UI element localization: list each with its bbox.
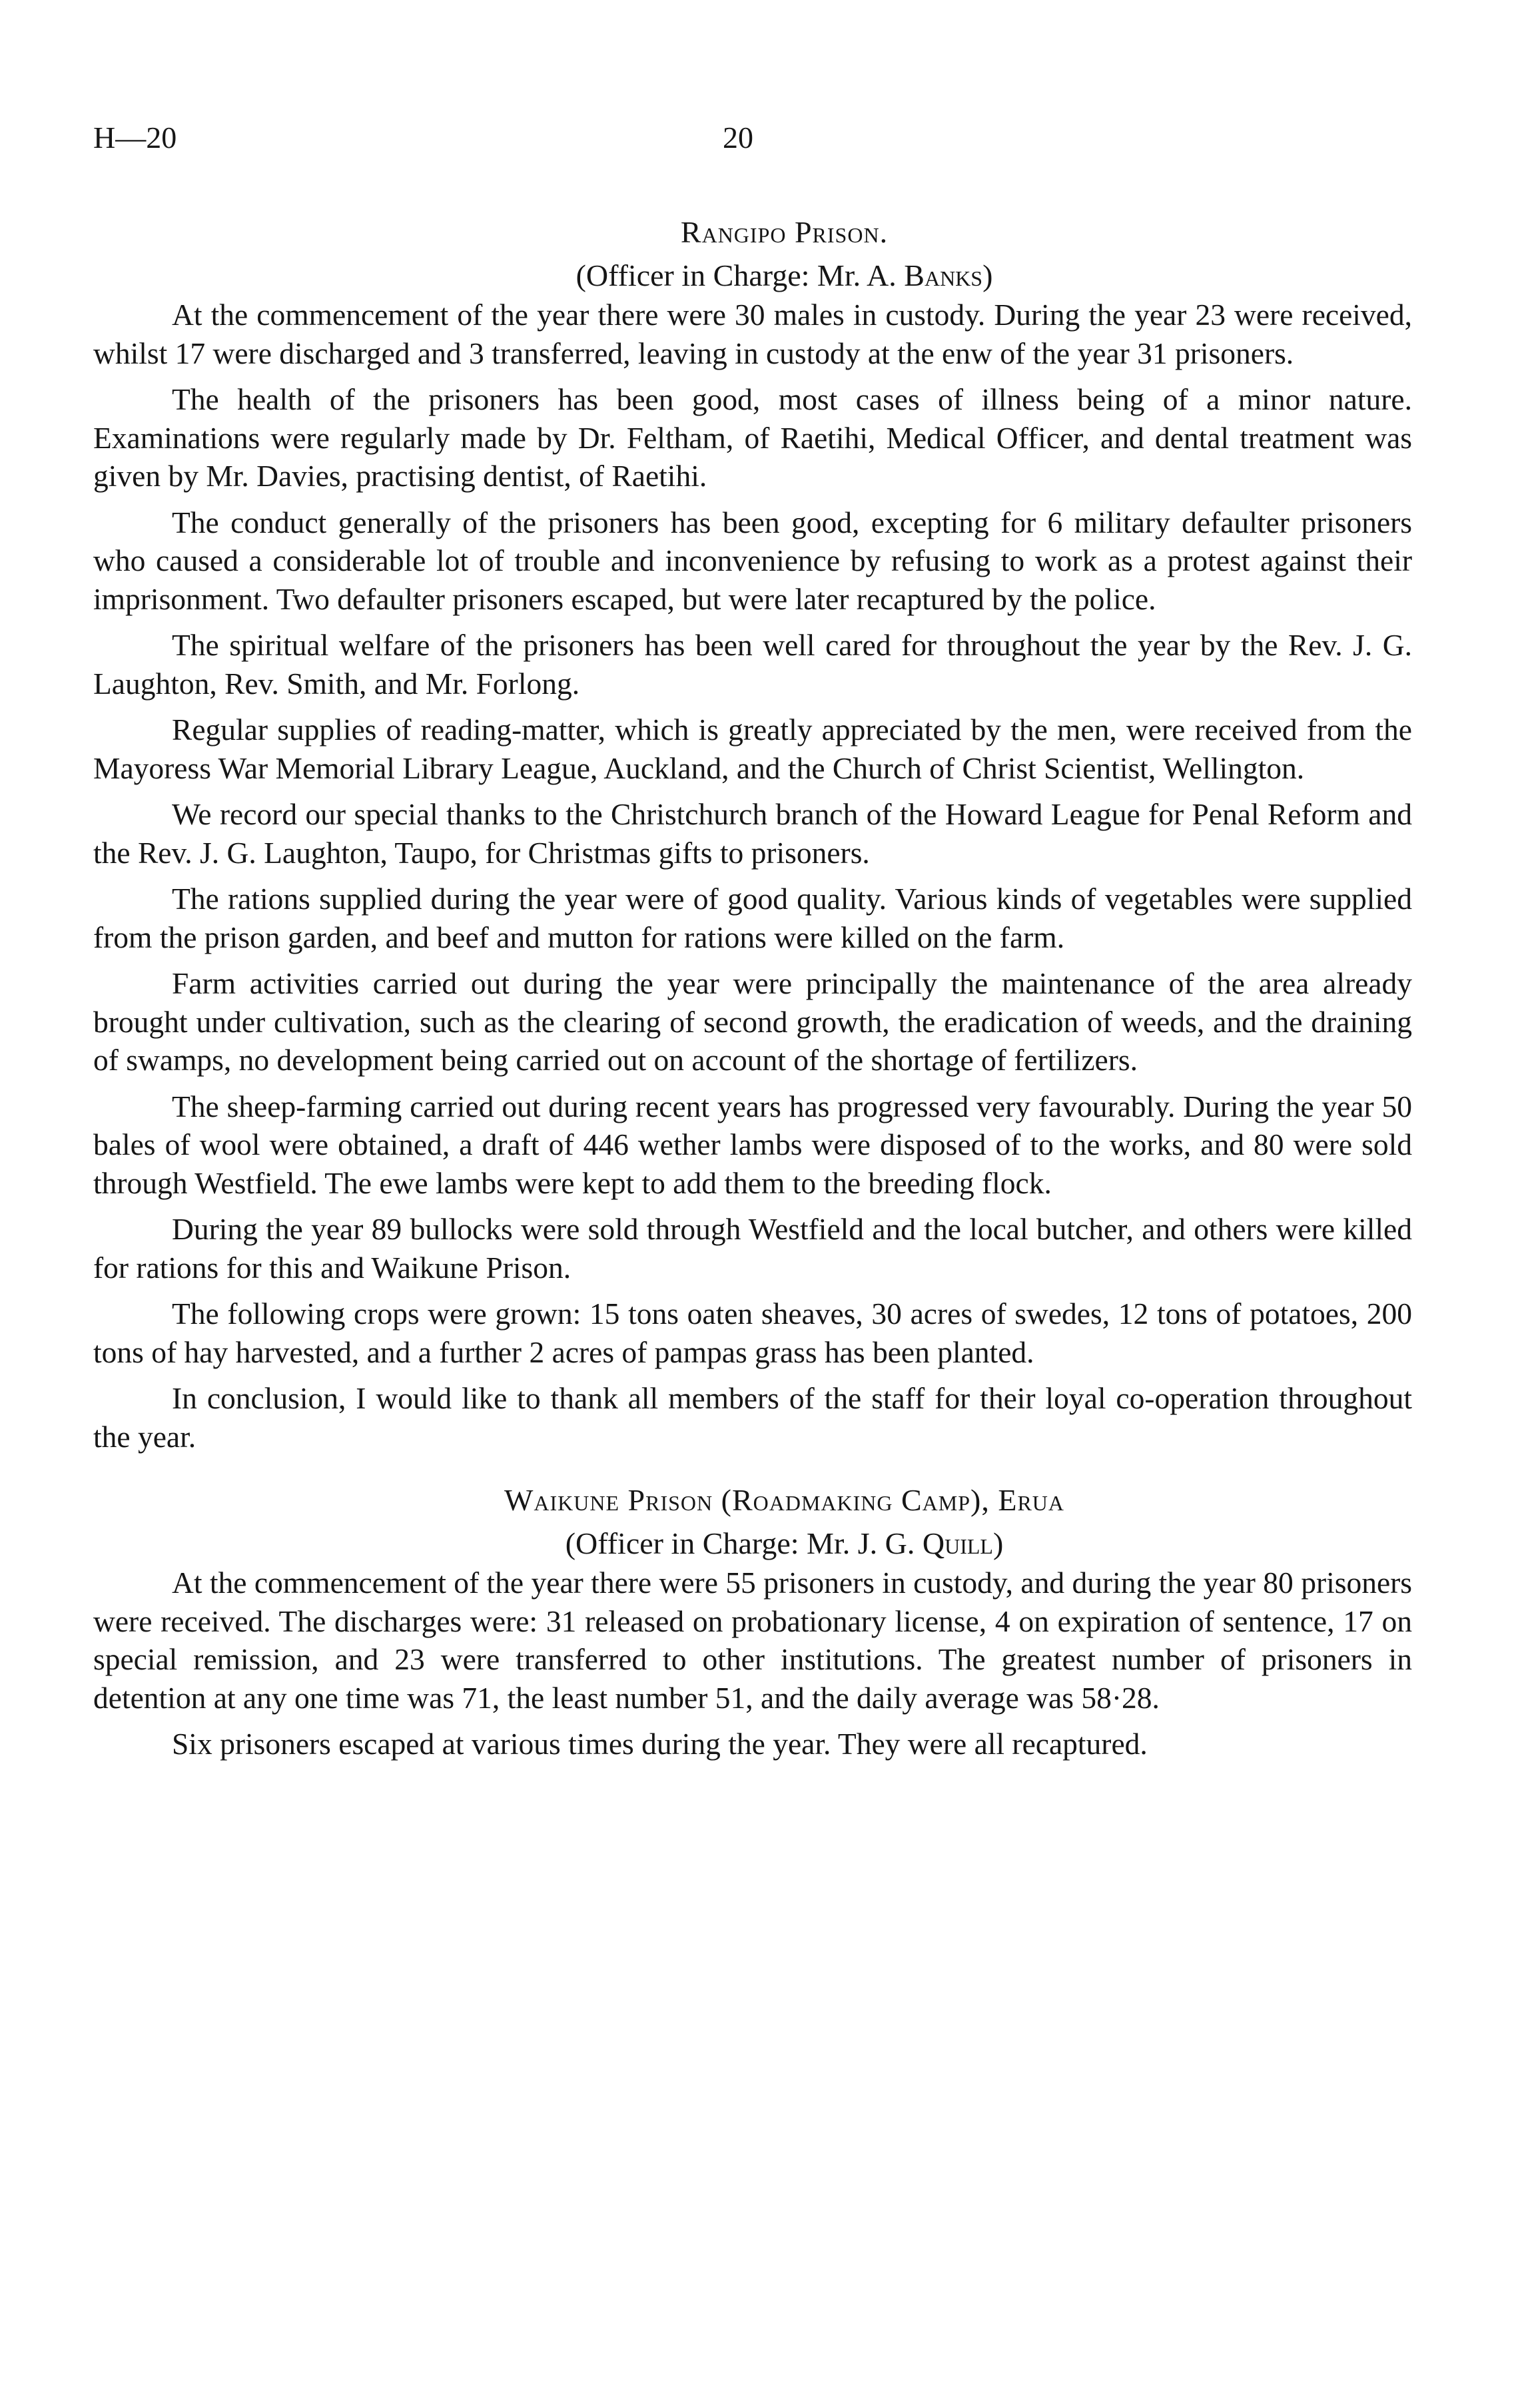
paragraph-farm-activities: Farm activities carried out during the year were principally the maintenance of the area already brought under cultivation, such as the clearing of second growth, the eradication of weeds, and the draining of swamps, no development being carried out on account of the shortage of fertilizers. <box>93 966 1412 1077</box>
officer-name: Banks <box>904 258 983 292</box>
officer-prefix: (Officer in Charge: Mr. A. <box>575 258 897 292</box>
section-waikune-prison <box>93 1482 1412 1763</box>
paragraph-rations: The rations supplied during the year were of good quality. Various kinds of vegetables were supplied from the prison garden, and beef and mutton for rations were killed on the farm. <box>93 882 1412 954</box>
paragraph-escapes: Six prisoners escaped at various times during the year. They were all recaptured. <box>172 1727 1148 1761</box>
paragraph-spiritual-welfare: The spiritual welfare of the prisoners has been well cared for throughout the year by the Rev. J. G. Laughton, Rev. Smith, and Mr. Forlong. <box>93 628 1412 701</box>
officer-in-charge <box>157 1526 1412 1561</box>
paragraph-reading-matter: Regular supplies of reading-matter, which is greatly appreciated by the men, were received from the Mayoress War Memorial Library League, Auckland, and the Church of Christ Scientist, Wellington. <box>93 713 1412 785</box>
document-page <box>93 120 1412 1763</box>
paragraph-crops: The following crops were grown: 15 tons oaten sheaves, 30 acres of swedes, 12 tons of potatoes, 200 tons of hay harvested, and a further 2 acres of pampas grass has been planted. <box>93 1297 1412 1369</box>
section-title: Waikune Prison (Roadmaking Camp), Erua <box>504 1483 1065 1517</box>
officer-name: Quill <box>922 1526 993 1560</box>
officer-suffix: ) <box>992 1526 1004 1560</box>
paragraph-conclusion: In conclusion, I would like to thank all members of the staff for their loyal co-operation throughout the year. <box>93 1381 1412 1454</box>
officer-in-charge <box>157 258 1412 293</box>
section-title: Rangipo Prison. <box>680 215 889 249</box>
paragraph-thanks: We record our special thanks to the Christchurch branch of the Howard League for Penal Reform and the Rev. J. G. Laughton, Taupo, for Christmas gifts to prisoners. <box>93 797 1412 870</box>
document-reference: H—20 <box>93 121 177 154</box>
page-number: 20 <box>723 121 753 154</box>
paragraph-health: The health of the prisoners has been good, most cases of illness being of a minor nature. Examinations were regularly made by Dr. Feltham, of Raetihi, Medical Officer, and dental treatment was given by Mr. Davies, practising dentist, of Raetihi. <box>93 382 1412 493</box>
paragraph-sheep-farming: The sheep-farming carried out during recent years has progressed very favourably. During the year 50 bales of wool were obtained, a draft of 446 wether lambs were disposed of to the works, and 80 were sold through Westfield. The ewe lambs were kept to add them to the breeding flock. <box>93 1089 1412 1200</box>
paragraph-custody: At the commencement of the year there were 30 males in custody. During the year 23 were received, whilst 17 were discharged and 3 transferred, leaving in custody at the enw of the year 31 prisoners. <box>93 298 1412 370</box>
paragraph-bullocks: During the year 89 bullocks were sold through Westfield and the local butcher, and others were killed for rations for this and Waikune Prison. <box>93 1212 1412 1285</box>
paragraph-custody: At the commencement of the year there were 55 prisoners in custody, and during the year 80 prisoners were received. The discharges were: 31 released on probationary license, 4 on expiration of sentence, 17 on special remission, and 23 were transferred to other institutions. The greatest number of prisoners in detention at any one time was 71, the least number 51, and the daily average was 58·28. <box>93 1566 1412 1715</box>
officer-prefix: (Officer in Charge: Mr. J. G. <box>565 1526 915 1560</box>
paragraph-conduct: The conduct generally of the prisoners has been good, excepting for 6 military defaulter prisoners who caused a considerable lot of trouble and inconvenience by refusing to work as a protest against their imprisonment. Two defaulter prisoners escaped, but were later recaptured by the police. <box>93 505 1412 616</box>
officer-suffix: ) <box>982 258 993 292</box>
section-rangipo-prison <box>93 214 1412 1456</box>
page-header <box>93 120 1412 160</box>
